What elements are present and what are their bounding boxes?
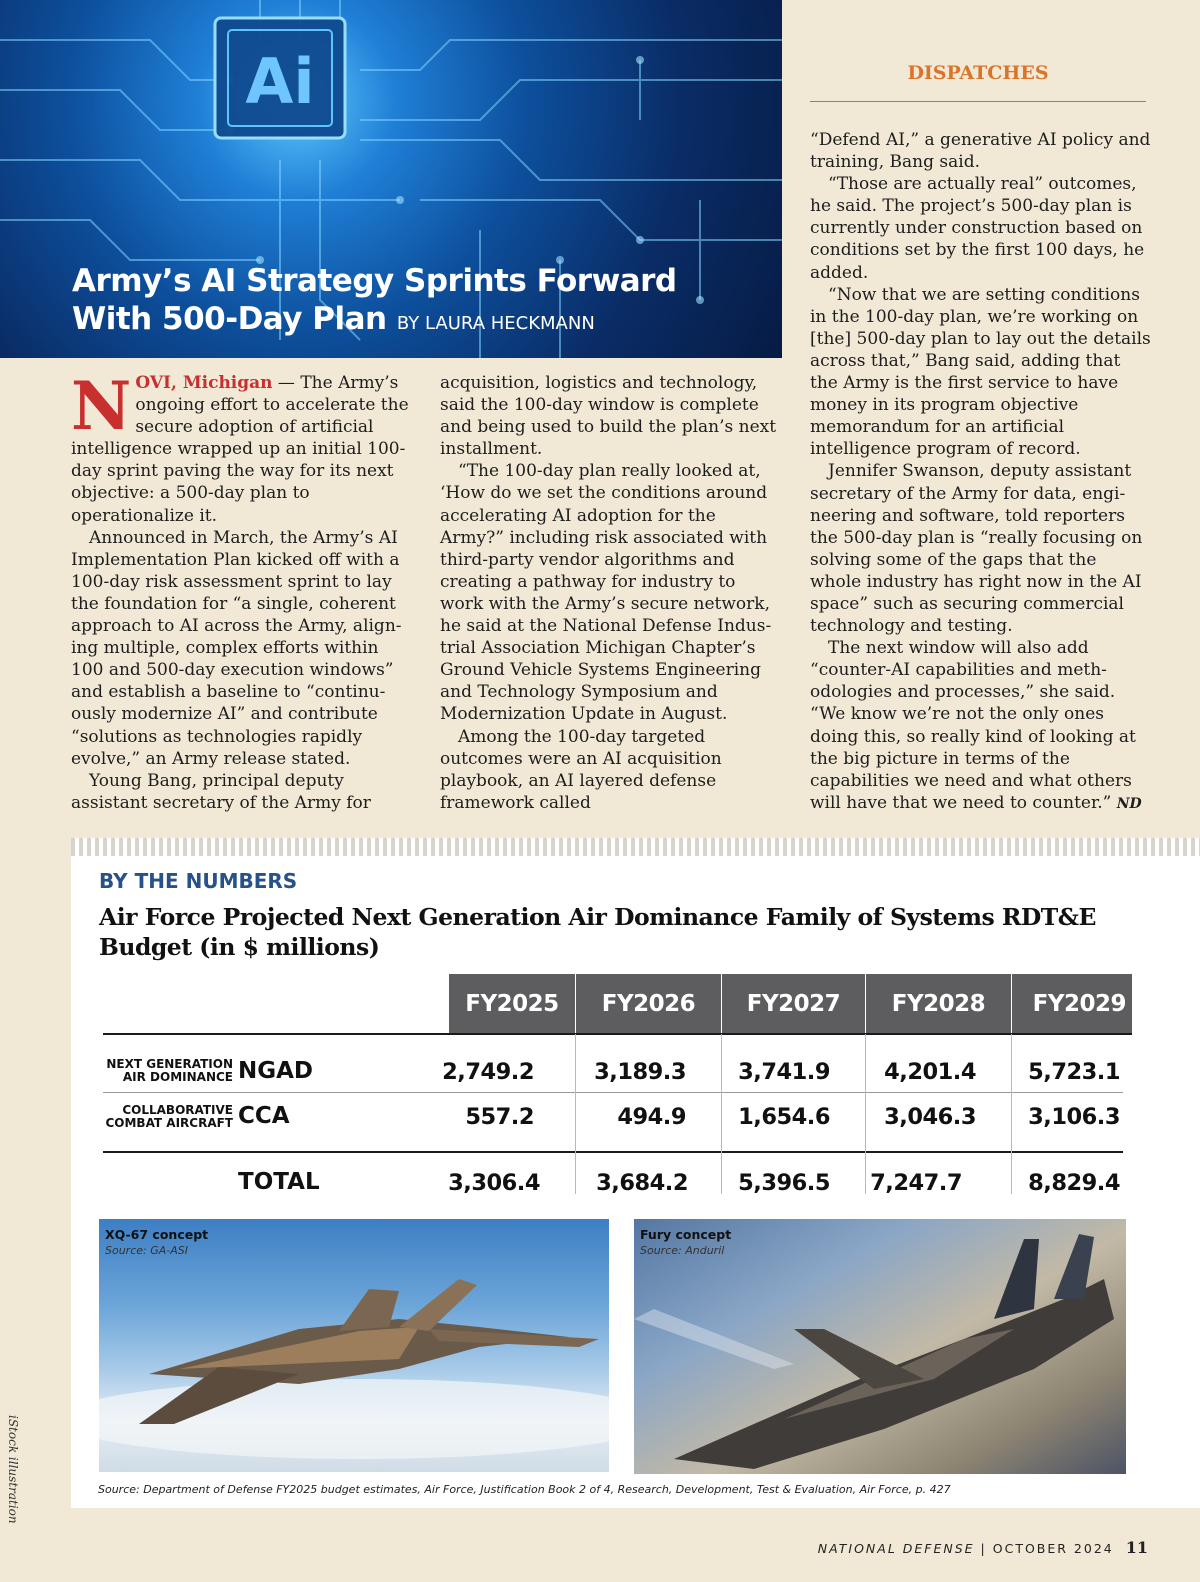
column-header: FY2027 <box>722 974 865 1034</box>
headline-line-1: Army’s AI Strategy Sprints Forward <box>72 263 677 299</box>
table-cell: 4,201.4 <box>884 1059 976 1085</box>
column-header: FY2028 <box>866 974 1011 1034</box>
hero-image <box>0 0 782 358</box>
dateline: OVI, Michigan <box>135 373 273 393</box>
paragraph-text: The next window will also add “counter-AI capabilities and methodologies and processes,” she said. “We know we’re not the only ones doing this, so really kind of looking at the big picture in terms of the capabilities we need and what others will have that we need to counter.” <box>810 638 1136 813</box>
total-label: TOTAL <box>238 1169 320 1195</box>
table-cell: 3,046.3 <box>884 1104 976 1130</box>
table-rule <box>103 1092 1123 1093</box>
paragraph: “Defend AI,” a generative AI policy and training, Bang said. <box>810 130 1151 173</box>
column-header: FY2025 <box>449 974 575 1034</box>
row-abbr: CCA <box>238 1103 290 1129</box>
row-label: NEXT GENERATION AIR DOMINANCE <box>106 1057 233 1084</box>
issue-date: OCTOBER 2024 <box>992 1541 1114 1556</box>
paragraph: “The 100-day plan really looked at, ‘How do we set the conditions around accelerating AI adoption for the Army?” including risk associated with third-party vendor algorithms and creating a pathway for industry to work with the Army’s secure network, he said at the National Defense Industrial Association Michigan Chapter’s Ground Vehicle Systems Engineering and Technology Symposium and Modernization Update in August. <box>440 461 772 725</box>
table-divider <box>575 1034 576 1194</box>
table-title: Air Force Projected Next Generation Air Dominance Family of Systems RDT&E Budget (in $ millions) <box>99 903 1096 961</box>
article-column-3 <box>810 129 1152 815</box>
table-cell: 3,684.2 <box>596 1170 688 1196</box>
section-label: DISPATCHES <box>907 62 1049 84</box>
illustration-credit: iStock illustration <box>6 1415 20 1524</box>
headline-line-2: With 500-Day Plan <box>72 301 387 337</box>
page-number: 11 <box>1125 1538 1148 1557</box>
table-rule <box>103 1151 1123 1153</box>
table-rule <box>103 1033 1132 1035</box>
footer-separator: | <box>980 1541 987 1556</box>
table-cell: 5,723.1 <box>1028 1059 1120 1085</box>
paragraph <box>810 637 1152 815</box>
byline: BY LAURA HECKMANN <box>396 313 595 334</box>
table-cell: 3,189.3 <box>594 1059 686 1085</box>
table-cell: 8,829.4 <box>1028 1170 1120 1196</box>
paragraph: Young Bang, principal deputy assistant secretary of the Army for <box>71 770 371 813</box>
table-cell: 2,749.2 <box>442 1059 534 1085</box>
table-cell: 3,306.4 <box>448 1170 540 1196</box>
paragraph: Jennifer Swanson, deputy assistant secretary of the Army for data, engineering and software, told reporters the 500-day plan is “really focusing on solving some of the gaps that the whole industry has right now in the AI space” such as securing commercial technology and testing. <box>810 461 1143 637</box>
paragraph: “Those are actually real” outcomes, he said. The project’s 500-day plan is currently under construction based on conditions set by the first 100 days, he added. <box>810 174 1145 283</box>
page-footer <box>818 1538 1148 1557</box>
table-cell: 1,654.6 <box>738 1104 830 1130</box>
photo-caption: Fury concept Source: Anduril <box>640 1227 732 1257</box>
end-mark: ND <box>1116 795 1142 812</box>
table-cell: 7,247.7 <box>870 1170 962 1196</box>
table-cell: 3,106.3 <box>1028 1104 1120 1130</box>
photo-caption: XQ-67 concept Source: GA-ASI <box>105 1227 209 1257</box>
row-label: COLLABORATIVE COMBAT AIRCRAFT <box>105 1103 233 1130</box>
drop-cap: N <box>71 367 132 445</box>
box-top-border <box>71 838 1200 856</box>
paragraph: acquisition, logistics and technology, said the 100-day window is complete and being used to build the plan’s next installment. <box>440 373 777 460</box>
column-header: FY2029 <box>1012 974 1132 1034</box>
paragraph: Announced in March, the Army’s AI Implementation Plan kicked off with a 100-day risk assessment sprint to lay the foundation for “a single, coherent approach to AI across the Army, aligning multiple, complex efforts within 100 and 500-day execution windows” and establish a baseline to “continuously modernize AI” and contribute “solutions as technologies rapidly evolve,” an Army release stated. <box>71 527 402 769</box>
ai-chip-icon: Ai <box>245 45 315 118</box>
column-header: FY2026 <box>576 974 721 1034</box>
paragraph: Among the 100-day targeted outcomes were an AI acquisition playbook, an AI layered defense framework called <box>440 726 722 813</box>
paragraph: “Now that we are setting conditions in the 100-day plan, we’re working on [the] 500-day plan to lay out the details across that,” Bang said, adding that the Army is the first service to have money in its program objective memorandum for an artificial intelligence program of record. <box>810 284 1151 460</box>
source-footnote: Source: Department of Defense FY2025 budget estimates, Air Force, Justification Book 2 of 4, Research, Development, Test & Evaluation, Air Force, p. 427 <box>98 1483 951 1496</box>
table-cell: 3,741.9 <box>738 1059 830 1085</box>
article-column-2 <box>440 372 780 814</box>
article-headline <box>72 262 772 343</box>
fury-photo <box>634 1219 1126 1474</box>
publication-name: NATIONAL DEFENSE <box>817 1541 975 1556</box>
table-cell: 494.9 <box>617 1104 686 1130</box>
table-cell: 557.2 <box>465 1104 534 1130</box>
row-abbr: NGAD <box>238 1058 314 1084</box>
box-label: BY THE NUMBERS <box>99 869 298 893</box>
paragraph: — The Army’s ongoing effort to accelerate the secure adoption of artificial intelligence wrapped up an initial 100-day sprint paving the way for its next objective: a 500-day plan to operationalize it. <box>71 373 409 526</box>
article-column-1 <box>71 367 411 814</box>
xq67-photo <box>99 1219 609 1472</box>
section-rule <box>810 101 1146 102</box>
table-cell: 5,396.5 <box>738 1170 830 1196</box>
